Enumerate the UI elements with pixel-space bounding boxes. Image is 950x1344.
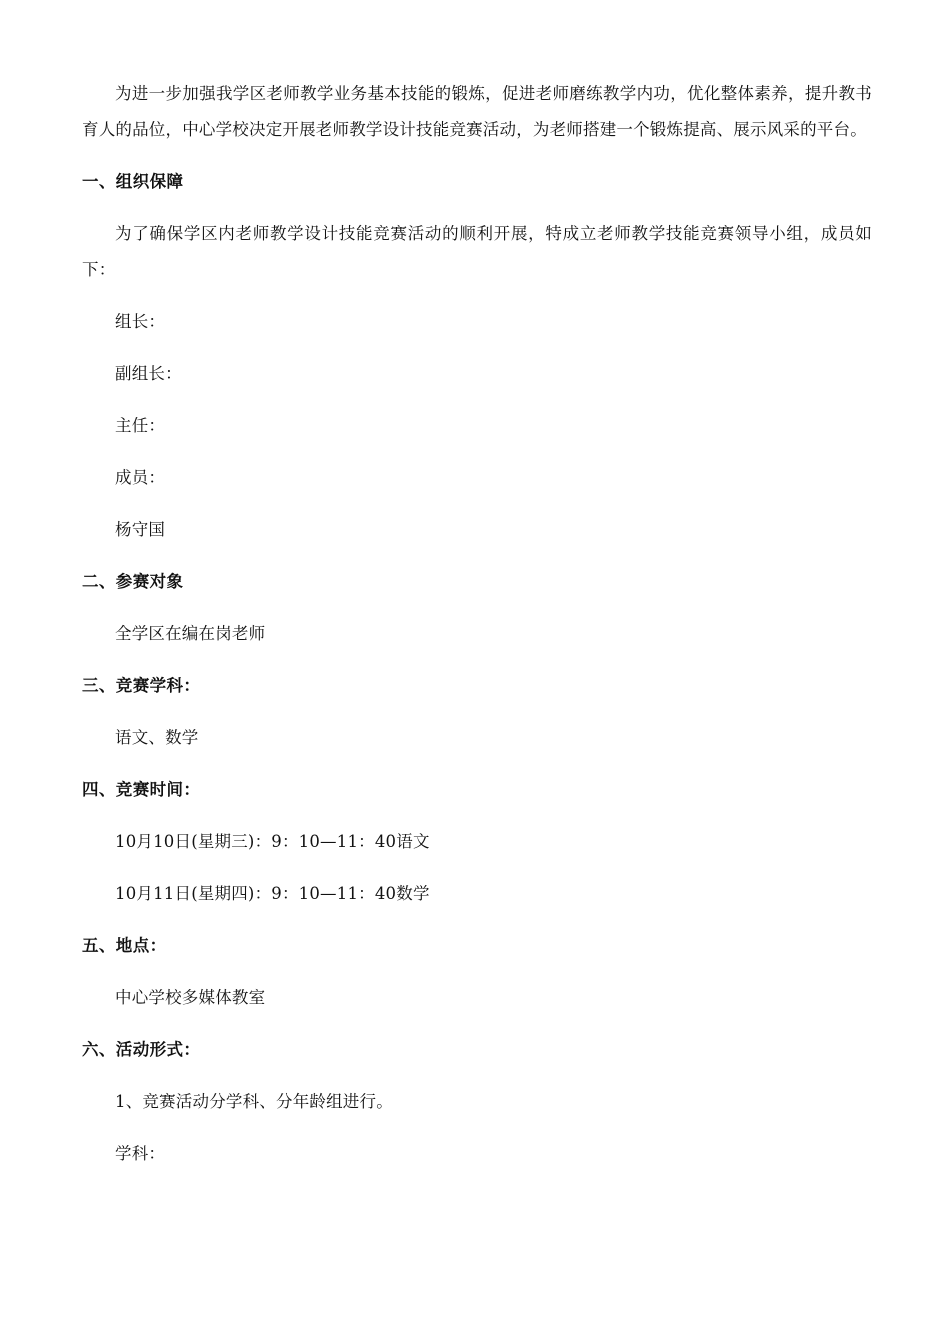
schedule-line-1: 10月10日(星期三)：9：10—11：40语文: [115, 832, 430, 851]
intro-paragraph: 为进一步加强我学区老师教学业务基本技能的锻炼，促进老师磨练教学内功，优化整体素养，提升教书育人的品位，中心学校决定开展老师教学设计技能竞赛活动，为老师搭建一个锻炼提高、展示风采的平台。: [82, 84, 872, 139]
section-5-heading: 五、地点：: [82, 936, 167, 955]
location-text: 中心学校多媒体教室: [115, 988, 266, 1007]
participants-text: 全学区在编在岗老师: [115, 624, 266, 643]
section-4-heading: 四、竞赛时间：: [82, 780, 201, 799]
director-line: 主任：: [115, 416, 166, 435]
member-name: 杨守国: [115, 520, 166, 539]
section-2-heading: 二、参赛对象: [82, 572, 184, 591]
section-1-heading: 一、组织保障: [82, 172, 184, 191]
subject-label: 学科：: [115, 1144, 166, 1163]
leader-line: 组长：: [115, 312, 166, 331]
document-page: [82, 76, 872, 1188]
members-line: 成员：: [115, 468, 166, 487]
subjects-text: 语文、数学: [115, 728, 199, 747]
section-1-paragraph: 为了确保学区内老师教学设计技能竞赛活动的顺利开展，特成立老师教学技能竞赛领导小组，成员如下：: [82, 224, 872, 279]
deputy-leader-line: 副组长：: [115, 364, 182, 383]
section-3-heading: 三、竞赛学科：: [82, 676, 201, 695]
schedule-line-2: 10月11日(星期四)：9：10—11：40数学: [115, 884, 430, 903]
activity-item-1: 1、竞赛活动分学科、分年龄组进行。: [115, 1092, 393, 1111]
section-6-heading: 六、活动形式：: [82, 1040, 201, 1059]
